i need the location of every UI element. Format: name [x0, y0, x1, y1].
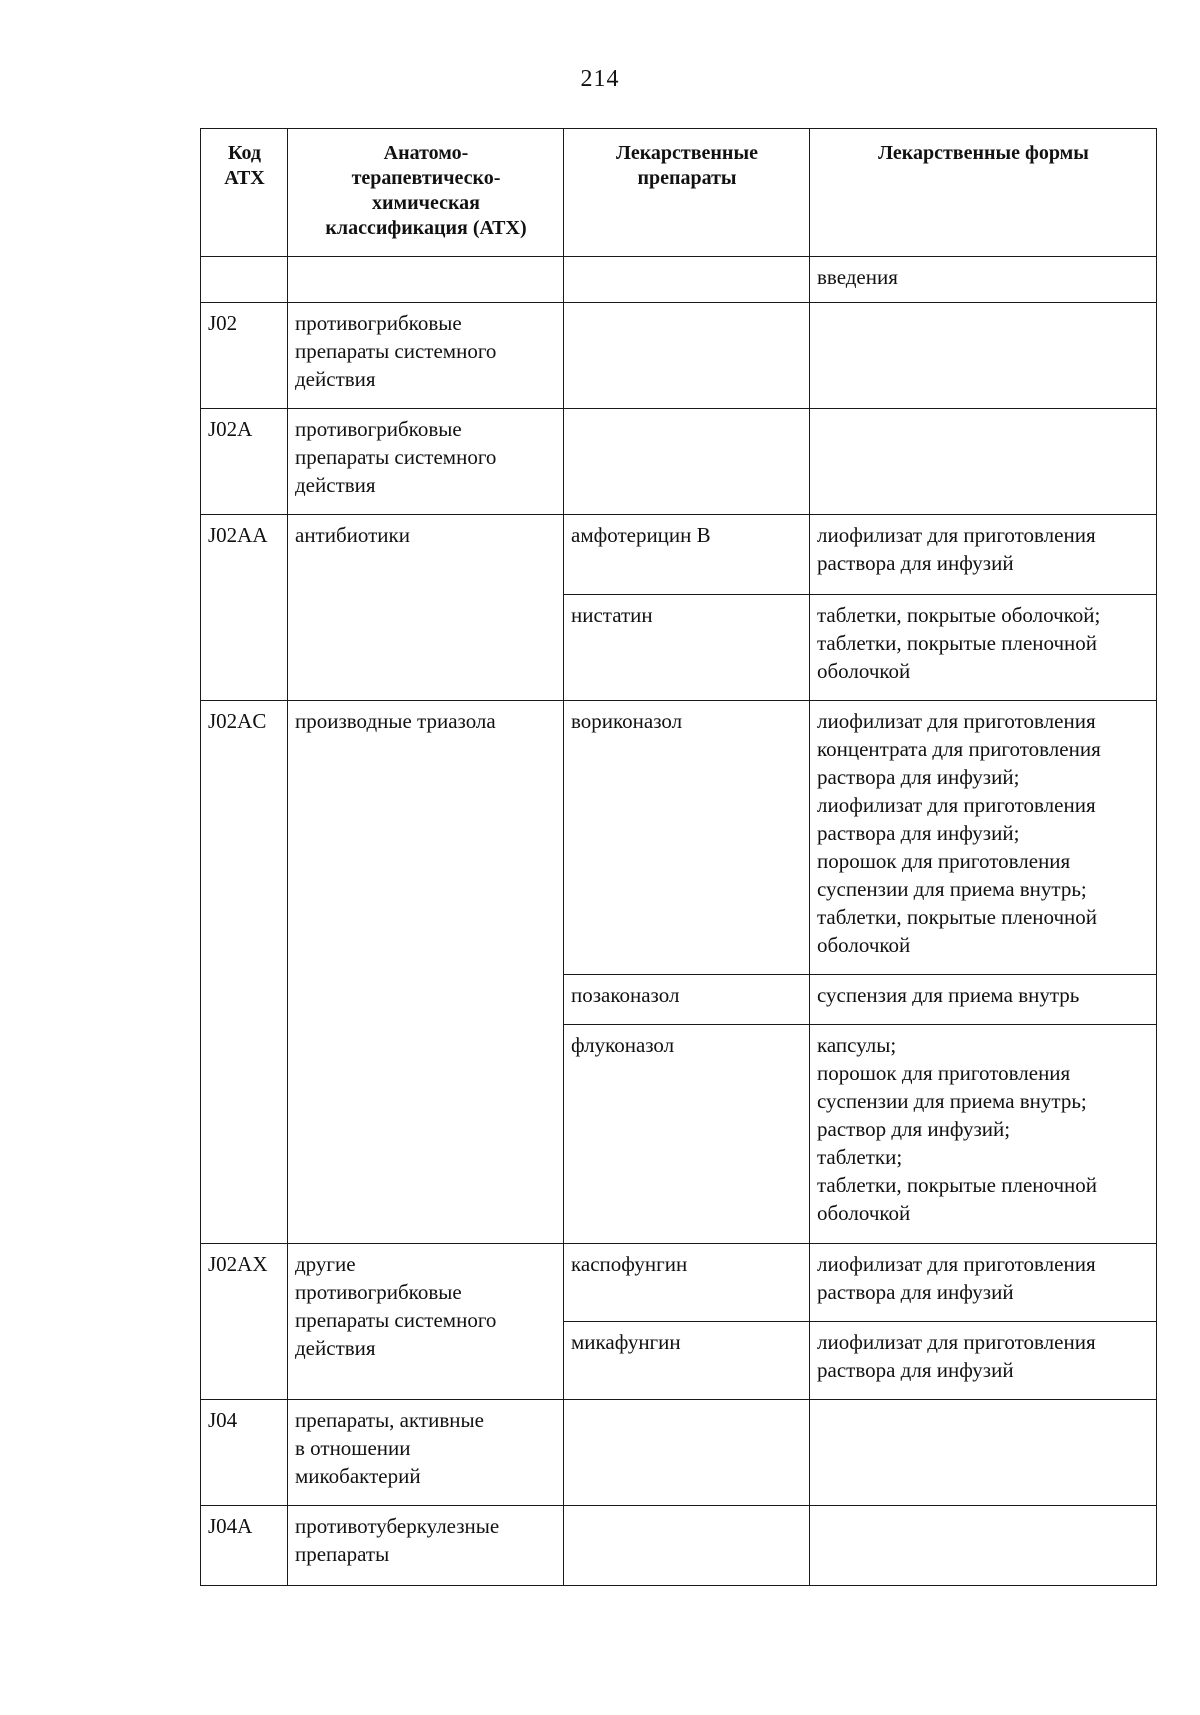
- table-row: [201, 1506, 1157, 1586]
- dosage-form-cell: таблетки, покрытые оболочкой; таблетки, покрытые пленочной оболочкой: [810, 595, 1157, 701]
- atc-code-cell: J04: [201, 1400, 288, 1506]
- dosage-form-cell: [810, 1506, 1157, 1586]
- page-number: 214: [580, 66, 620, 92]
- drug-cell: [564, 303, 810, 409]
- header-dosage-forms: Лекарственные формы: [810, 129, 1157, 257]
- classification-cell: производные триазола: [288, 701, 564, 1244]
- drug-cell: нистатин: [564, 595, 810, 701]
- dosage-form-cell: [810, 1400, 1157, 1506]
- table-header-row: [201, 129, 1157, 257]
- table-row: [201, 515, 1157, 595]
- drug-cell: флуконазол: [564, 1025, 810, 1244]
- classification-cell: противогрибковые препараты системного действия: [288, 303, 564, 409]
- dosage-form-cell: [810, 303, 1157, 409]
- atc-code-cell: J02AA: [201, 515, 288, 701]
- table-row: [201, 1244, 1157, 1322]
- table-row: [201, 1400, 1157, 1506]
- dosage-form-cell: лиофилизат для приготовления концентрата для приготовления раствора для инфузий; лиофилизат для приготовления раствора для инфузий; порошок для приготовления суспензии для приема внутрь; таблетки, покрытые пленочной оболочкой: [810, 701, 1157, 975]
- drug-cell: амфотерицин B: [564, 515, 810, 595]
- dosage-form-cell: лиофилизат для приготовления раствора для инфузий: [810, 515, 1157, 595]
- dosage-form-cell: лиофилизат для приготовления раствора для инфузий: [810, 1244, 1157, 1322]
- table-row: [201, 409, 1157, 515]
- classification-cell: противотуберкулезные препараты: [288, 1506, 564, 1586]
- dosage-form-cell: введения: [810, 257, 1157, 303]
- dosage-form-cell: капсулы; порошок для приготовления суспензии для приема внутрь; раствор для инфузий; таблетки; таблетки, покрытые пленочной оболочкой: [810, 1025, 1157, 1244]
- classification-cell: противогрибковые препараты системного действия: [288, 409, 564, 515]
- table-row: [201, 303, 1157, 409]
- drug-cell: микафунгин: [564, 1322, 810, 1400]
- classification-cell: антибиотики: [288, 515, 564, 701]
- dosage-form-cell: лиофилизат для приготовления раствора для инфузий: [810, 1322, 1157, 1400]
- drug-cell: каспофунгин: [564, 1244, 810, 1322]
- classification-cell: другие противогрибковые препараты системного действия: [288, 1244, 564, 1400]
- drug-cell: [564, 1400, 810, 1506]
- drug-cell: позаконазол: [564, 975, 810, 1025]
- drug-cell: [564, 257, 810, 303]
- drug-cell: [564, 409, 810, 515]
- atc-code-cell: J02AC: [201, 701, 288, 1244]
- drug-cell: вориконазол: [564, 701, 810, 975]
- header-drugs: Лекарственные препараты: [564, 129, 810, 257]
- atc-code-cell: J02: [201, 303, 288, 409]
- table-row: [201, 257, 1157, 303]
- drug-cell: [564, 1506, 810, 1586]
- dosage-form-cell: [810, 409, 1157, 515]
- dosage-form-cell: суспензия для приема внутрь: [810, 975, 1157, 1025]
- header-atc-code: Код АТХ: [201, 129, 288, 257]
- atc-code-cell: J02AX: [201, 1244, 288, 1400]
- classification-cell: [288, 257, 564, 303]
- atc-code-cell: J04A: [201, 1506, 288, 1586]
- atc-code-cell: [201, 257, 288, 303]
- classification-cell: препараты, активные в отношении микобактерий: [288, 1400, 564, 1506]
- atc-drug-table: [200, 128, 1157, 1586]
- header-atc-classification: Анатомо- терапевтическо- химическая классификация (АТХ): [288, 129, 564, 257]
- atc-code-cell: J02A: [201, 409, 288, 515]
- table-row: [201, 701, 1157, 975]
